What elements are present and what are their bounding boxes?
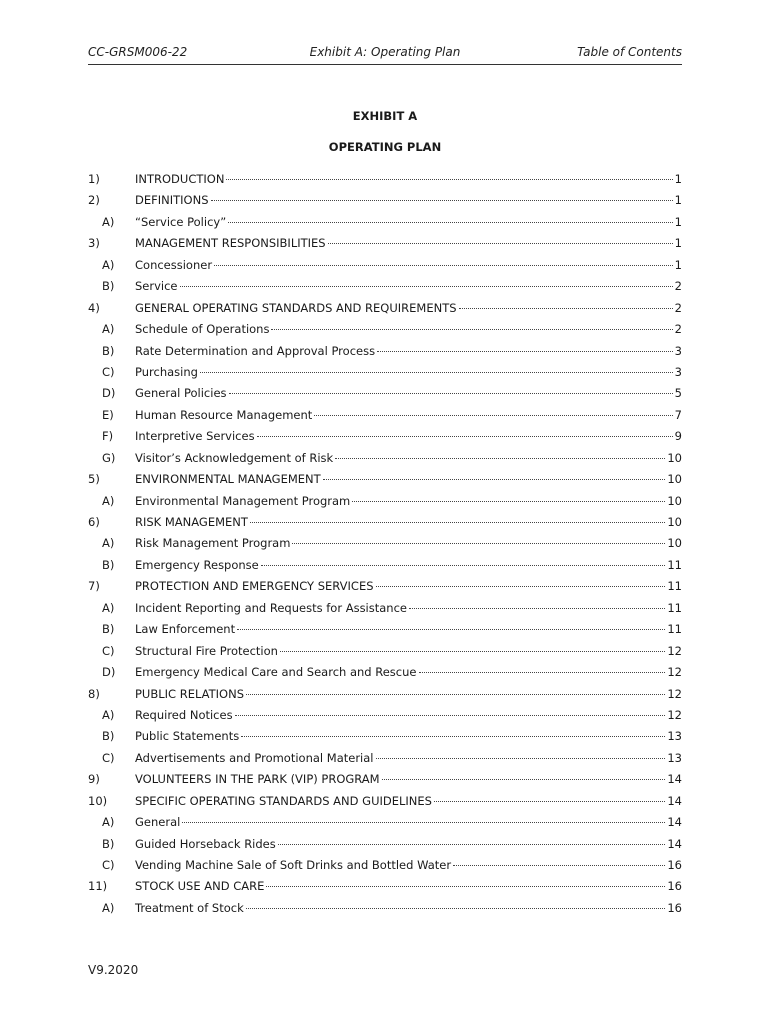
toc-entry-line bbox=[135, 579, 682, 593]
toc-entry-page-number: 5 bbox=[674, 386, 682, 401]
toc-entry-page-number: 14 bbox=[667, 815, 682, 830]
toc-entry-line bbox=[135, 515, 682, 529]
toc-dot-leader bbox=[280, 650, 665, 652]
toc-dot-leader bbox=[229, 392, 673, 394]
toc-dot-leader bbox=[211, 199, 673, 201]
toc-entry-page-number: 9 bbox=[674, 429, 682, 444]
toc-dot-leader bbox=[453, 864, 665, 866]
header-section-name: Table of Contents bbox=[577, 45, 682, 59]
toc-entry-number: C) bbox=[102, 364, 115, 379]
toc-entry-page-number: 7 bbox=[674, 407, 682, 422]
toc-entry-label: Environmental Management Program bbox=[135, 493, 351, 508]
toc-entry-page-number: 10 bbox=[667, 536, 682, 551]
toc-entry-label: ENVIRONMENTAL MANAGEMENT bbox=[135, 472, 321, 487]
toc-entry-label: PUBLIC RELATIONS bbox=[135, 686, 244, 701]
toc-entry-page-number: 12 bbox=[667, 665, 682, 680]
toc-entry-line bbox=[135, 901, 682, 915]
toc-entry-number: A) bbox=[102, 536, 115, 551]
toc-entry-page-number: 1 bbox=[674, 193, 682, 208]
toc-entry-page-number: 11 bbox=[667, 579, 682, 594]
toc-entry-label: Human Resource Management bbox=[135, 407, 313, 422]
toc-entry-number: C) bbox=[102, 643, 115, 658]
toc-entry-line bbox=[135, 301, 682, 315]
toc-dot-leader bbox=[246, 907, 666, 909]
toc-subentry[interactable] bbox=[88, 427, 682, 448]
toc-entry-label: Service bbox=[135, 279, 178, 294]
toc-entry-page-number: 13 bbox=[667, 729, 682, 744]
toc-dot-leader bbox=[250, 521, 665, 523]
toc-entry-number: 7) bbox=[88, 579, 100, 594]
toc-dot-leader bbox=[246, 693, 665, 695]
toc-entry-page-number: 1 bbox=[674, 236, 682, 251]
toc-entry-number: 1) bbox=[88, 172, 100, 186]
toc-entry-label: General Policies bbox=[135, 386, 227, 401]
toc-entry-line bbox=[135, 708, 682, 722]
toc-dot-leader bbox=[257, 435, 673, 437]
toc-entry-number: A) bbox=[102, 214, 115, 229]
toc-entry-line bbox=[135, 794, 682, 808]
toc-entry[interactable] bbox=[88, 577, 682, 598]
toc-entry-page-number: 13 bbox=[667, 750, 682, 765]
toc-dot-leader bbox=[214, 264, 673, 266]
toc-subentry[interactable] bbox=[88, 642, 682, 663]
table-of-contents bbox=[88, 170, 682, 920]
toc-subentry[interactable] bbox=[88, 213, 682, 234]
toc-entry-line bbox=[135, 536, 682, 550]
toc-entry-label: Advertisements and Promotional Material bbox=[135, 750, 374, 765]
toc-entry-number: B) bbox=[102, 343, 115, 358]
toc-entry[interactable] bbox=[88, 470, 682, 491]
toc-dot-leader bbox=[180, 285, 673, 287]
toc-subentry[interactable] bbox=[88, 384, 682, 405]
toc-entry-line bbox=[135, 622, 682, 636]
toc-subentry[interactable] bbox=[88, 620, 682, 641]
toc-dot-leader bbox=[434, 800, 665, 802]
toc-dot-leader bbox=[261, 564, 666, 566]
toc-entry-line bbox=[135, 665, 682, 679]
toc-entry-page-number: 2 bbox=[674, 322, 682, 337]
toc-dot-leader bbox=[314, 414, 672, 416]
toc-entry-page-number: 16 bbox=[667, 858, 682, 872]
toc-entry-number: A) bbox=[102, 322, 115, 337]
toc-dot-leader bbox=[459, 307, 673, 309]
toc-entry-line bbox=[135, 386, 682, 400]
toc-subentry[interactable] bbox=[88, 663, 682, 684]
toc-entry-number: 9) bbox=[88, 772, 100, 787]
toc-entry-label: Structural Fire Protection bbox=[135, 643, 278, 658]
document-title: EXHIBIT A bbox=[352, 109, 418, 123]
toc-entry-label: PROTECTION AND EMERGENCY SERVICES bbox=[135, 579, 374, 594]
toc-dot-leader bbox=[278, 843, 666, 845]
toc-dot-leader bbox=[382, 778, 666, 780]
toc-entry-label: Law Enforcement bbox=[135, 622, 236, 637]
toc-entry-number: 8) bbox=[88, 686, 100, 701]
toc-subentry[interactable] bbox=[88, 277, 682, 298]
toc-entry-label: Treatment of Stock bbox=[135, 900, 244, 915]
toc-entry-number: D) bbox=[102, 665, 116, 680]
toc-entry-number: A) bbox=[102, 493, 115, 508]
toc-dot-leader bbox=[376, 585, 666, 587]
toc-entry-label: INTRODUCTION bbox=[135, 172, 225, 186]
toc-entry-page-number: 12 bbox=[667, 686, 682, 701]
toc-entry-page-number: 16 bbox=[667, 879, 682, 894]
toc-entry[interactable] bbox=[88, 234, 682, 255]
toc-entry[interactable] bbox=[88, 170, 682, 191]
toc-subentry[interactable] bbox=[88, 899, 682, 920]
toc-entry[interactable] bbox=[88, 685, 682, 706]
toc-dot-leader bbox=[200, 371, 673, 373]
toc-dot-leader bbox=[335, 457, 665, 459]
toc-entry-label: “Service Policy” bbox=[135, 214, 227, 229]
toc-entry-line bbox=[135, 772, 682, 786]
toc-entry-label: Guided Horseback Rides bbox=[135, 836, 276, 851]
toc-subentry[interactable] bbox=[88, 342, 682, 363]
toc-entry-number: 5) bbox=[88, 472, 100, 487]
toc-entry-line bbox=[135, 472, 682, 486]
toc-subentry[interactable] bbox=[88, 556, 682, 577]
toc-entry-line bbox=[135, 322, 682, 336]
toc-entry-label: Interpretive Services bbox=[135, 429, 255, 444]
header-document-id: CC-GRSM006-22 bbox=[88, 45, 188, 59]
toc-entry-line bbox=[135, 644, 682, 658]
toc-entry-label: Emergency Response bbox=[135, 557, 259, 572]
toc-entry[interactable] bbox=[88, 191, 682, 212]
toc-dot-leader bbox=[235, 714, 666, 716]
toc-subentry[interactable] bbox=[88, 406, 682, 427]
toc-entry-label: Schedule of Operations bbox=[135, 322, 270, 337]
toc-entry-number: A) bbox=[102, 815, 115, 830]
toc-dot-leader bbox=[182, 821, 665, 823]
toc-entry-page-number: 14 bbox=[667, 836, 682, 851]
toc-entry-number: C) bbox=[102, 750, 115, 765]
toc-entry-label: Emergency Medical Care and Search and Rescue bbox=[135, 665, 417, 680]
toc-entry-line bbox=[135, 451, 682, 465]
toc-entry-number: E) bbox=[102, 407, 114, 422]
toc-entry-label: Risk Management Program bbox=[135, 536, 291, 551]
toc-entry-number: C) bbox=[102, 858, 115, 872]
toc-entry-line bbox=[135, 687, 682, 701]
toc-subentry[interactable] bbox=[88, 492, 682, 513]
toc-entry-label: MANAGEMENT RESPONSIBILITIES bbox=[135, 236, 326, 251]
toc-entry-page-number: 10 bbox=[667, 515, 682, 529]
toc-entry-number: 4) bbox=[88, 300, 100, 315]
page-footer-version: V9.2020 bbox=[88, 963, 139, 977]
toc-entry[interactable] bbox=[88, 770, 682, 791]
toc-entry-label: Concessioner bbox=[135, 257, 213, 272]
toc-entry-number: B) bbox=[102, 279, 115, 294]
toc-entry-label: RISK MANAGEMENT bbox=[135, 515, 248, 529]
toc-entry-line bbox=[135, 837, 682, 851]
toc-entry-number: B) bbox=[102, 836, 115, 851]
toc-entry-number: 3) bbox=[88, 236, 100, 251]
toc-entry-line bbox=[135, 494, 682, 508]
toc-entry[interactable] bbox=[88, 877, 682, 898]
toc-entry-number: A) bbox=[102, 257, 115, 272]
toc-entry-line bbox=[135, 365, 682, 379]
toc-entry-label: Rate Determination and Approval Process bbox=[135, 343, 376, 358]
toc-entry-page-number: 12 bbox=[667, 707, 682, 722]
header-document-title: Exhibit A: Operating Plan bbox=[309, 45, 461, 59]
toc-entry-line bbox=[135, 408, 682, 422]
toc-dot-leader bbox=[328, 242, 673, 244]
toc-entry-page-number: 12 bbox=[667, 643, 682, 658]
toc-entry-label: Public Statements bbox=[135, 729, 240, 744]
toc-entry-label: SPECIFIC OPERATING STANDARDS AND GUIDELINES bbox=[135, 793, 432, 808]
toc-entry-line bbox=[135, 429, 682, 443]
toc-entry-number: D) bbox=[102, 386, 116, 401]
toc-entry-label: GENERAL OPERATING STANDARDS AND REQUIREMENTS bbox=[135, 300, 457, 315]
toc-dot-leader bbox=[228, 221, 673, 223]
toc-entry-page-number: 1 bbox=[674, 257, 682, 272]
toc-subentry[interactable] bbox=[88, 256, 682, 277]
toc-subentry[interactable] bbox=[88, 835, 682, 856]
toc-entry-line bbox=[135, 193, 682, 207]
page-header bbox=[88, 44, 682, 65]
toc-entry-page-number: 10 bbox=[667, 450, 682, 465]
toc-entry-page-number: 14 bbox=[667, 772, 682, 787]
toc-dot-leader bbox=[266, 885, 665, 887]
toc-entry-label: Incident Reporting and Requests for Assistance bbox=[135, 600, 407, 615]
toc-entry-label: Visitor’s Acknowledgement of Risk bbox=[135, 450, 334, 465]
toc-entry-label: General bbox=[135, 815, 181, 830]
toc-dot-leader bbox=[292, 542, 665, 544]
toc-entry-label: STOCK USE AND CARE bbox=[135, 879, 265, 894]
toc-entry-page-number: 11 bbox=[667, 600, 682, 615]
toc-entry-line bbox=[135, 215, 682, 229]
toc-entry-number: A) bbox=[102, 707, 115, 722]
toc-entry-page-number: 14 bbox=[667, 793, 682, 808]
toc-entry-page-number: 2 bbox=[674, 279, 682, 294]
toc-dot-leader bbox=[419, 671, 666, 673]
toc-entry-line bbox=[135, 258, 682, 272]
toc-entry-number: 2) bbox=[88, 193, 100, 208]
toc-dot-leader bbox=[241, 735, 665, 737]
toc-dot-leader bbox=[323, 478, 666, 480]
toc-dot-leader bbox=[226, 178, 672, 180]
toc-entry-page-number: 3 bbox=[674, 343, 682, 358]
toc-entry-page-number: 2 bbox=[674, 300, 682, 315]
toc-entry-line bbox=[135, 879, 682, 893]
toc-entry[interactable] bbox=[88, 513, 682, 534]
toc-entry-page-number: 1 bbox=[674, 172, 682, 186]
toc-entry-page-number: 11 bbox=[667, 557, 682, 572]
toc-subentry[interactable] bbox=[88, 449, 682, 470]
toc-dot-leader bbox=[352, 500, 665, 502]
toc-dot-leader bbox=[409, 607, 665, 609]
toc-entry-page-number: 3 bbox=[674, 364, 682, 379]
toc-entry-label: Vending Machine Sale of Soft Drinks and Bottled Water bbox=[135, 858, 452, 872]
toc-entry-line bbox=[135, 558, 682, 572]
toc-entry-number: B) bbox=[102, 729, 115, 744]
toc-entry-number: G) bbox=[102, 450, 116, 465]
toc-entry-number: B) bbox=[102, 622, 115, 637]
toc-subentry[interactable] bbox=[88, 749, 682, 770]
toc-entry-line bbox=[135, 172, 682, 186]
toc-subentry[interactable] bbox=[88, 363, 682, 384]
toc-entry-line bbox=[135, 815, 682, 829]
toc-entry-label: DEFINITIONS bbox=[135, 193, 209, 208]
toc-entry-line bbox=[135, 729, 682, 743]
toc-entry-label: Required Notices bbox=[135, 707, 233, 722]
toc-subentry[interactable] bbox=[88, 320, 682, 341]
toc-entry-label: Purchasing bbox=[135, 364, 198, 379]
toc-subentry[interactable] bbox=[88, 856, 682, 877]
toc-subentry[interactable] bbox=[88, 706, 682, 727]
toc-dot-leader bbox=[237, 628, 665, 630]
toc-entry-number: F) bbox=[102, 429, 114, 444]
toc-subentry[interactable] bbox=[88, 813, 682, 834]
toc-dot-leader bbox=[271, 328, 672, 330]
toc-entry-number: A) bbox=[102, 600, 115, 615]
toc-entry-line bbox=[135, 601, 682, 615]
toc-dot-leader bbox=[377, 350, 673, 352]
document-subtitle: OPERATING PLAN bbox=[328, 140, 442, 154]
toc-entry-line bbox=[135, 858, 682, 872]
toc-entry-number: 10) bbox=[88, 793, 108, 808]
toc-entry-number: 11) bbox=[88, 879, 108, 894]
toc-entry-page-number: 16 bbox=[667, 900, 682, 915]
toc-entry-page-number: 10 bbox=[667, 493, 682, 508]
toc-dot-leader bbox=[376, 757, 666, 759]
toc-entry-line bbox=[135, 751, 682, 765]
toc-entry-number: A) bbox=[102, 900, 115, 915]
toc-entry[interactable] bbox=[88, 792, 682, 813]
toc-subentry[interactable] bbox=[88, 727, 682, 748]
toc-subentry[interactable] bbox=[88, 599, 682, 620]
toc-entry-number: B) bbox=[102, 557, 115, 572]
toc-entry-page-number: 10 bbox=[667, 472, 682, 487]
toc-entry-page-number: 11 bbox=[667, 622, 682, 637]
toc-entry[interactable] bbox=[88, 299, 682, 320]
toc-entry-number: 6) bbox=[88, 515, 100, 529]
toc-subentry[interactable] bbox=[88, 534, 682, 555]
toc-entry-label: VOLUNTEERS IN THE PARK (VIP) PROGRAM bbox=[135, 772, 380, 787]
toc-entry-page-number: 1 bbox=[674, 214, 682, 229]
toc-entry-line bbox=[135, 236, 682, 250]
toc-entry-line bbox=[135, 344, 682, 358]
toc-entry-line bbox=[135, 279, 682, 293]
